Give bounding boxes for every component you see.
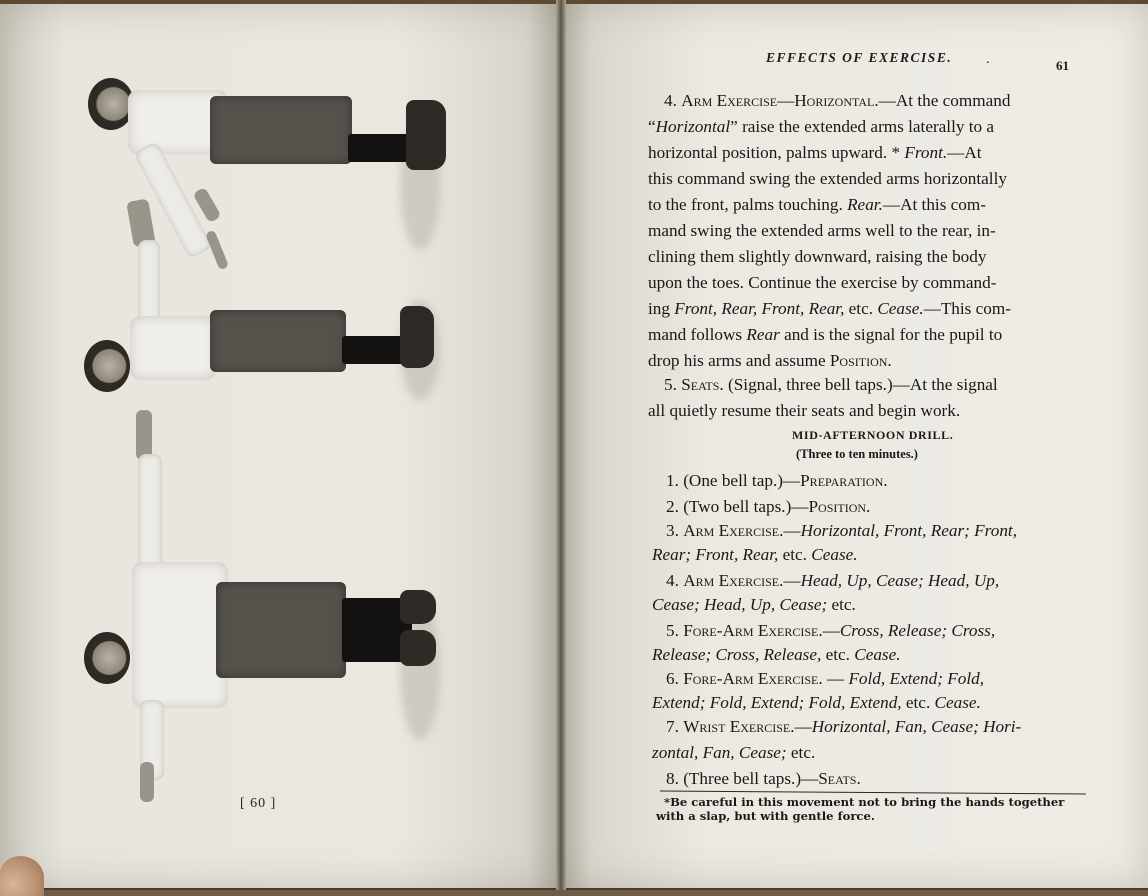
text-segment: Preparation. — [800, 471, 888, 490]
text-segment: 4. — [664, 91, 682, 110]
text-segment: 2. (Two bell taps.)— — [666, 497, 809, 516]
text-segment: drop his arms and assume — [648, 351, 830, 370]
text-segment: etc. — [786, 743, 816, 762]
text-segment: Horizontal, Fan, Cease; Hori- — [811, 717, 1022, 736]
text-segment: Cease. — [877, 299, 924, 318]
text-segment: Horizontal — [655, 117, 731, 136]
text-line — [664, 372, 998, 398]
text-line — [666, 618, 995, 644]
text-segment: 3. — [666, 521, 684, 540]
text-segment: mand follows — [648, 325, 747, 344]
text-line — [648, 270, 996, 296]
text-segment: horizontal position, palms upward. * — [648, 143, 905, 162]
footnote — [656, 795, 1096, 823]
text-segment: Fore-Arm Exercise. — [683, 621, 823, 640]
text-segment: Front, Rear, Front, Rear, — [674, 299, 845, 318]
text-segment: — — [822, 621, 840, 640]
text-segment: Fore-Arm Exercise. — [683, 669, 823, 688]
text-segment: Release; Cross, Release, — [652, 645, 822, 664]
text-line — [648, 244, 986, 270]
text-segment: —At the command — [878, 91, 1011, 110]
text-segment: Cross, Release; Cross, — [839, 621, 996, 640]
text-segment: etc. — [901, 693, 935, 712]
text-segment: Cease. — [811, 545, 858, 564]
text-line — [648, 192, 986, 218]
left-page-number: [ 60 ] — [240, 796, 277, 811]
text-segment: Rear — [746, 325, 780, 344]
text-segment: to the front, palms touching. — [648, 195, 848, 214]
text-line — [666, 494, 870, 520]
text-line — [652, 740, 815, 766]
text-segment: Wrist Exercise. — [683, 717, 795, 736]
exercise-photo-plate — [60, 60, 480, 790]
text-segment: 4. — [666, 571, 684, 590]
text-segment: etc. — [778, 545, 812, 564]
text-segment: Arm Exercise—Horizontal. — [681, 91, 879, 110]
figure-arms-outstretched — [60, 410, 480, 790]
text-segment: 1. (One bell tap.)— — [666, 471, 801, 490]
text-segment: Rear; Front, Rear, — [652, 545, 779, 564]
running-mark: . — [986, 52, 990, 67]
text-line — [648, 166, 1007, 192]
text-line — [666, 666, 984, 692]
text-segment: 5. — [666, 621, 684, 640]
footnote-line: *Be careful in this movement not to bring the hands together — [664, 795, 1065, 809]
text-segment: etc. — [827, 595, 856, 614]
text-line — [666, 568, 999, 594]
text-line — [652, 542, 858, 568]
text-segment: Arm Exercise. — [683, 521, 784, 540]
text-segment: ” raise the extended arms laterally to a — [730, 117, 995, 136]
text-line — [666, 714, 1021, 740]
text-segment: and is the signal for the pupil to — [779, 325, 1003, 344]
text-segment: Fold, Extend; Fold, — [848, 669, 984, 688]
reader-thumb — [0, 856, 44, 896]
text-segment: 6. — [666, 669, 684, 688]
text-segment: Cease. — [934, 693, 981, 712]
text-line — [648, 218, 996, 244]
figure-arm-raised — [60, 200, 480, 400]
text-line — [664, 88, 1010, 114]
text-segment: mand swing the extended arms well to the rear, in- — [648, 221, 996, 240]
text-line — [652, 592, 856, 618]
text-segment: — — [822, 669, 849, 688]
text-line — [652, 690, 981, 716]
text-segment: Position. — [829, 351, 892, 370]
text-segment: all quietly resume their seats and begin work. — [648, 401, 961, 420]
text-segment: — — [783, 571, 801, 590]
text-segment: Horizontal, Front, Rear; Front, — [800, 521, 1017, 540]
text-segment: ing — [648, 299, 675, 318]
section-title: MID-AFTERNOON DRILL. — [792, 428, 954, 442]
text-segment: 8. (Three bell taps.)— — [666, 769, 819, 788]
text-segment: etc. — [821, 645, 855, 664]
text-segment: Position. — [808, 497, 871, 516]
text-segment: Seats. — [818, 769, 861, 788]
text-segment: — — [794, 717, 812, 736]
text-segment: —This com- — [923, 299, 1011, 318]
text-line — [648, 296, 1011, 322]
text-segment: 7. — [666, 717, 684, 736]
text-segment: “ — [648, 117, 656, 136]
text-segment: — — [783, 521, 801, 540]
right-page-number: 61 — [1056, 58, 1069, 73]
text-segment: Cease. — [854, 645, 901, 664]
text-segment: Arm Exercise. — [683, 571, 784, 590]
text-segment: zontal, Fan, Cease; — [652, 743, 787, 762]
text-line — [666, 468, 888, 494]
book-gutter — [556, 0, 566, 890]
text-line — [648, 140, 982, 166]
text-segment: 5. — [664, 375, 682, 394]
text-segment: Head, Up, Cease; Head, Up, — [800, 571, 1000, 590]
text-line — [648, 398, 960, 424]
text-line — [666, 518, 1017, 544]
text-line — [648, 114, 994, 140]
text-segment: Front. — [904, 143, 948, 162]
text-line — [648, 348, 892, 374]
text-segment: Extend; Fold, Extend; Fold, Extend, — [652, 693, 902, 712]
text-segment: (Signal, three bell taps.)—At the signal — [723, 375, 998, 394]
text-segment: Rear. — [847, 195, 883, 214]
text-segment: —At — [947, 143, 982, 162]
text-segment: etc. — [844, 299, 878, 318]
text-line — [652, 642, 901, 668]
text-segment: clining them slightly downward, raising the body — [648, 247, 987, 266]
text-segment: this command swing the extended arms horizontally — [648, 169, 1007, 188]
section-subtitle: (Three to ten minutes.) — [796, 447, 918, 461]
text-line — [648, 322, 1002, 348]
text-segment: upon the toes. Continue the exercise by command- — [648, 273, 997, 292]
text-segment: Seats. — [681, 375, 724, 394]
text-segment: Cease; Head, Up, Cease; — [652, 595, 828, 614]
footnote-line: with a slap, but with gentle force. — [656, 809, 875, 823]
text-line — [666, 766, 861, 792]
text-segment: —At this com- — [882, 195, 986, 214]
running-head: EFFECTS OF EXERCISE. — [766, 50, 953, 65]
